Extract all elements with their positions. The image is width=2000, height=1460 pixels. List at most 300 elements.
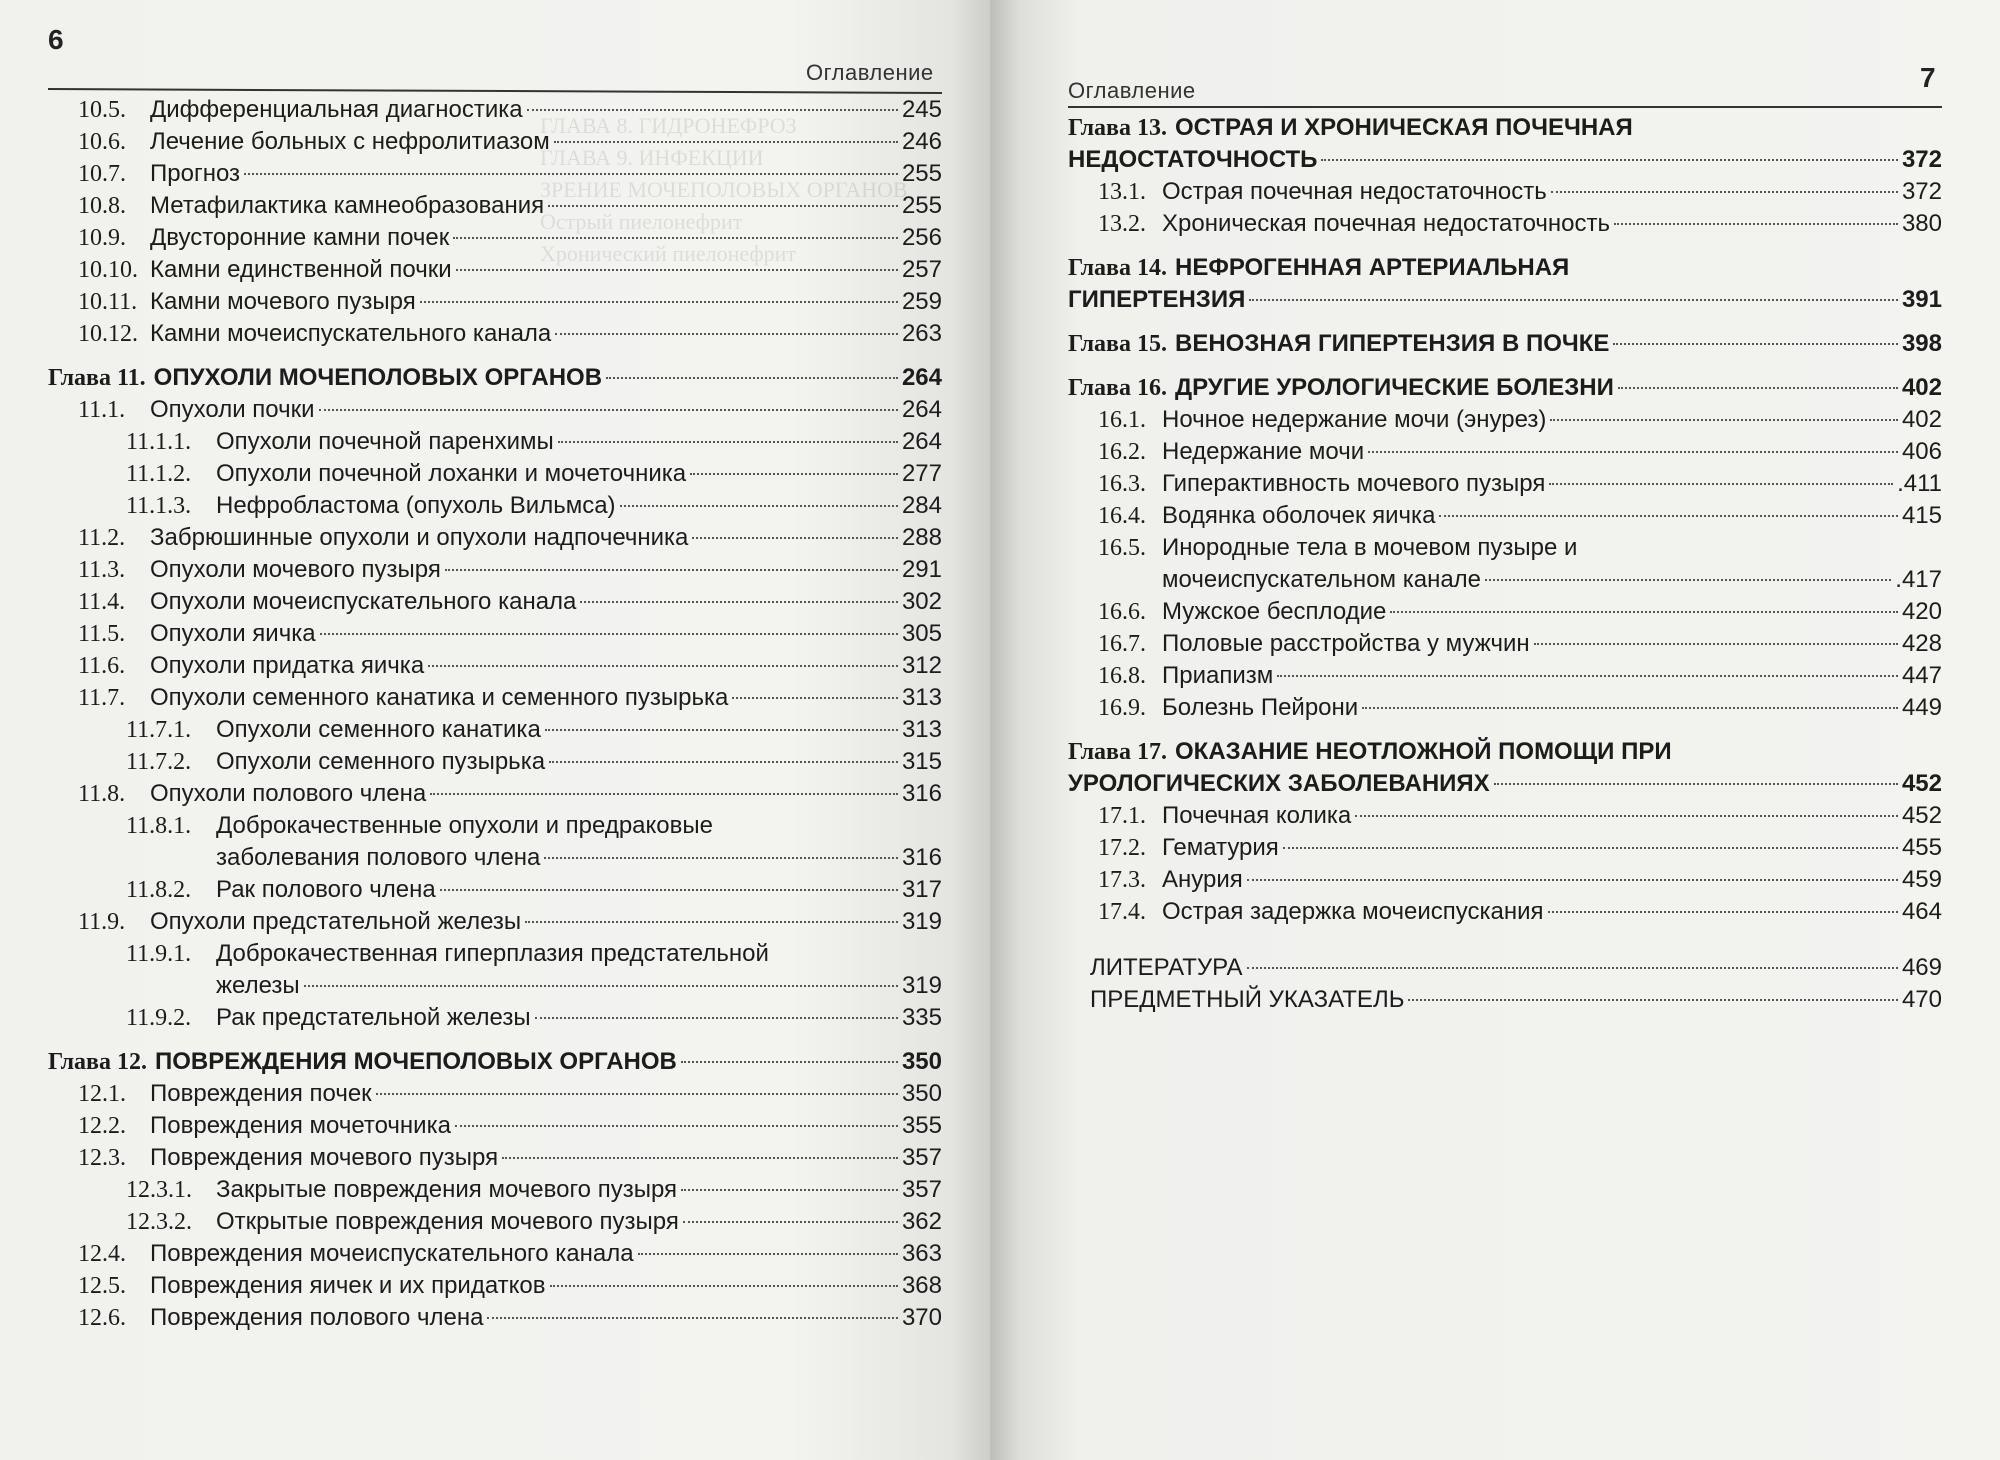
dot-leader — [1613, 343, 1898, 345]
toc-line — [48, 394, 942, 426]
toc-entry — [48, 1206, 942, 1238]
dot-leader — [1408, 999, 1898, 1001]
toc-entry — [48, 938, 942, 1002]
dot-leader — [1485, 579, 1891, 581]
toc-entry — [1068, 468, 1942, 500]
dot-leader — [1321, 159, 1898, 161]
page-ref: 402 — [1901, 406, 1942, 433]
section-title: Опухоли семенного канатика и семенного пузырька — [150, 684, 729, 711]
chapter-number: Глава 12. — [48, 1049, 147, 1075]
section-number: 11.1.2. — [126, 461, 192, 487]
toc-entry — [48, 254, 942, 286]
dot-leader — [456, 269, 898, 271]
dot-leader — [440, 889, 898, 891]
page-ref: 255 — [901, 192, 942, 219]
toc-line — [48, 938, 942, 970]
toc-entry — [1068, 800, 1942, 832]
toc-line — [1068, 596, 1942, 628]
section-number: 11.8.2. — [126, 877, 192, 903]
dot-leader — [445, 569, 898, 571]
dot-leader — [244, 173, 898, 175]
page-ref: 316 — [901, 844, 942, 871]
page-ref: 305 — [901, 620, 942, 647]
section-title: Повреждения яичек и их придатков — [150, 1272, 546, 1299]
toc-entry — [1068, 596, 1942, 628]
toc-line — [48, 286, 942, 318]
page-ref: 447 — [1901, 662, 1942, 689]
page-ref: 357 — [901, 1144, 942, 1171]
toc-entry — [48, 906, 942, 938]
section-number: 16.4. — [1098, 503, 1146, 529]
toc-line — [48, 94, 942, 126]
dot-leader — [545, 729, 898, 731]
dot-leader — [430, 793, 898, 795]
dot-leader — [319, 409, 898, 411]
toc-entry — [48, 1110, 942, 1142]
toc-line — [48, 906, 942, 938]
header-rule — [1068, 106, 1942, 108]
section-title: Болезнь Пейрони — [1162, 694, 1359, 721]
section-title: Недержание мочи — [1162, 438, 1365, 465]
section-title: Опухоли яичка — [150, 620, 316, 647]
section-title: Нефробластома (опухоль Вильмса) — [216, 492, 616, 519]
page-ref: 464 — [1901, 898, 1942, 925]
toc-entry — [1068, 692, 1942, 724]
section-number: 12.2. — [78, 1113, 126, 1139]
toc-line — [48, 1302, 942, 1334]
toc-line — [48, 1270, 942, 1302]
toc-entry — [48, 618, 942, 650]
section-title: Опухоли семенного канатика — [216, 716, 541, 743]
page-ref: 449 — [1901, 694, 1942, 721]
toc-entry — [48, 778, 942, 810]
section-title: Водянка оболочек яичка — [1162, 502, 1436, 529]
toc-line — [1068, 372, 1942, 404]
running-head: Оглавление — [1068, 78, 1196, 103]
dot-leader — [690, 473, 898, 475]
section-number: 10.9. — [78, 225, 126, 251]
toc-entry — [48, 874, 942, 906]
toc-line — [1068, 864, 1942, 896]
chapter-number: Глава 16. — [1068, 375, 1167, 401]
chapter-title: ДРУГИЕ УРОЛОГИЧЕСКИЕ БОЛЕЗНИ — [1175, 374, 1614, 401]
toc-entry — [1068, 436, 1942, 468]
dot-leader — [1355, 815, 1898, 817]
section-title: Гиперактивность мочевого пузыря — [1162, 470, 1546, 497]
section-number: 12.4. — [78, 1241, 126, 1267]
section-number: 12.3.1. — [126, 1177, 192, 1203]
toc-entry — [48, 458, 942, 490]
page-ref: 368 — [901, 1272, 942, 1299]
toc-line — [1068, 660, 1942, 692]
toc-line — [1068, 176, 1942, 208]
dot-leader — [535, 1017, 898, 1019]
section-number: 16.9. — [1098, 695, 1146, 721]
page-ref: 415 — [1901, 502, 1942, 529]
dot-leader — [550, 1285, 898, 1287]
toc-line — [48, 650, 942, 682]
section-number: 12.6. — [78, 1305, 126, 1331]
section-title: Опухоли почки — [150, 396, 315, 423]
toc-line — [48, 1110, 942, 1142]
toc-line — [48, 318, 942, 350]
section-title: Двусторонние камни почек — [150, 224, 450, 251]
toc-line — [48, 554, 942, 586]
dot-leader — [580, 601, 898, 603]
section-number: 17.1. — [1098, 803, 1146, 829]
page-ref: 302 — [901, 588, 942, 615]
dot-leader — [681, 1189, 898, 1191]
page-ref: 313 — [901, 684, 942, 711]
page-ref: 263 — [901, 320, 942, 347]
page-ref: 402 — [1901, 374, 1942, 401]
section-title: Ночное недержание мочи (энурез) — [1162, 406, 1547, 433]
toc-line — [1068, 112, 1942, 144]
page-ref: 459 — [1901, 866, 1942, 893]
toc-entry — [48, 554, 942, 586]
page-ref: 428 — [1901, 630, 1942, 657]
section-title: Опухоли придатка яичка — [150, 652, 425, 679]
dot-leader — [420, 301, 898, 303]
dot-leader — [1534, 643, 1898, 645]
dot-leader — [1550, 419, 1898, 421]
section-number: 16.5. — [1098, 535, 1146, 561]
page-ref: 370 — [901, 1304, 942, 1331]
toc-back-matter-entry — [1068, 984, 1942, 1016]
toc-line — [1068, 800, 1942, 832]
page-ref: 470 — [1901, 986, 1942, 1013]
toc-entry — [48, 1142, 942, 1174]
chapter-title-continued: УРОЛОГИЧЕСКИХ ЗАБОЛЕВАНИЯХ — [1068, 770, 1490, 797]
section-title: ЛИТЕРАТУРА — [1090, 954, 1243, 981]
page-ref: 357 — [901, 1176, 942, 1203]
section-title: Гематурия — [1162, 834, 1279, 861]
dot-leader — [683, 1221, 898, 1223]
page-ref: 291 — [901, 556, 942, 583]
section-number: 12.3.2. — [126, 1209, 192, 1235]
chapter-title: ВЕНОЗНАЯ ГИПЕРТЕНЗИЯ В ПОЧКЕ — [1175, 330, 1610, 357]
toc-line — [48, 1206, 942, 1238]
toc-chapter-entry — [48, 362, 942, 394]
toc-entry — [48, 682, 942, 714]
toc-line — [1068, 144, 1942, 176]
toc-line — [48, 190, 942, 222]
dot-leader — [487, 1317, 897, 1319]
toc-line — [48, 126, 942, 158]
dot-leader — [525, 921, 898, 923]
chapter-title-continued: ГИПЕРТЕНЗИЯ — [1068, 286, 1246, 313]
section-number: 11.8.1. — [126, 813, 192, 839]
toc-entry — [1068, 832, 1942, 864]
section-title: Анурия — [1162, 866, 1243, 893]
toc-chapter-entry — [1068, 372, 1942, 404]
toc-chapter-entry — [1068, 736, 1942, 800]
page-ref: 264 — [901, 396, 942, 423]
toc-entry — [48, 286, 942, 318]
toc-line — [1068, 768, 1942, 800]
section-title: Камни мочеиспускательного канала — [150, 320, 552, 347]
section-title: Опухоли предстательной железы — [150, 908, 522, 935]
toc-line — [48, 1002, 942, 1034]
chapter-title: ОПУХОЛИ МОЧЕПОЛОВЫХ ОРГАНОВ — [153, 364, 603, 391]
page-ref: 264 — [901, 364, 942, 391]
section-number: 11.1.3. — [126, 493, 192, 519]
toc-line — [1068, 252, 1942, 284]
section-number: 16.3. — [1098, 471, 1146, 497]
dot-leader — [320, 633, 898, 635]
chapter-title: НЕФРОГЕННАЯ АРТЕРИАЛЬНАЯ — [1175, 254, 1570, 281]
chapter-number: Глава 13. — [1068, 115, 1167, 141]
section-title: Мужское бесплодие — [1162, 598, 1387, 625]
section-number: 17.2. — [1098, 835, 1146, 861]
toc-chapter-entry — [48, 1046, 942, 1078]
page-ref: 277 — [901, 460, 942, 487]
toc-line — [1068, 692, 1942, 724]
section-number: 11.5. — [78, 621, 126, 647]
page-ref: 257 — [901, 256, 942, 283]
toc-entry — [1068, 896, 1942, 928]
toc-line — [1068, 500, 1942, 532]
page-ref: 264 — [901, 428, 942, 455]
section-number: 11.9.1. — [126, 941, 192, 967]
toc-entry — [48, 1302, 942, 1334]
toc-line — [48, 490, 942, 522]
section-number: 11.1.1. — [126, 429, 192, 455]
page-ref: 316 — [901, 780, 942, 807]
toc-entry — [48, 426, 942, 458]
toc-entry — [1068, 176, 1942, 208]
section-title: Приапизм — [1162, 662, 1274, 689]
toc-chapter-entry — [1068, 328, 1942, 360]
section-number: 16.8. — [1098, 663, 1146, 689]
chapter-number: Глава 11. — [48, 365, 146, 391]
section-number: 12.1. — [78, 1081, 126, 1107]
chapter-title: ПОВРЕЖДЕНИЯ МОЧЕПОЛОВЫХ ОРГАНОВ — [155, 1048, 677, 1075]
section-title: Повреждения почек — [150, 1080, 372, 1107]
page-ref: 350 — [901, 1080, 942, 1107]
toc-entry — [1068, 532, 1942, 596]
toc-line — [1068, 284, 1942, 316]
section-number: 11.8. — [78, 781, 126, 807]
dot-leader — [548, 205, 898, 207]
toc-line — [48, 426, 942, 458]
dot-leader — [1494, 783, 1898, 785]
section-number: 16.6. — [1098, 599, 1146, 625]
section-number: 16.1. — [1098, 407, 1146, 433]
section-number: 12.5. — [78, 1273, 126, 1299]
dot-leader — [1247, 879, 1898, 881]
page-ref: 380 — [1901, 210, 1942, 237]
show-through-text: ГЛАВА 8. ГИДРОНЕФРОЗ ГЛАВА 9. ИНФЕКЦИИ ЗРЕНИЕ МОЧЕПОЛОВЫХ ОРГАНОВ Острый пиелонефрит Хронический пиелонефрит — [540, 113, 908, 266]
page-ref: 335 — [901, 1004, 942, 1031]
toc-entry — [48, 190, 942, 222]
page-ref: 455 — [1901, 834, 1942, 861]
toc-entry — [48, 1238, 942, 1270]
toc-line — [48, 778, 942, 810]
toc-entry — [48, 1002, 942, 1034]
toc-line — [48, 1046, 942, 1078]
toc-line — [48, 458, 942, 490]
section-title: Опухоли семенного пузырька — [216, 748, 546, 775]
section-title: Опухоли почечной паренхимы — [216, 428, 554, 455]
section-number: 10.5. — [78, 97, 126, 123]
toc-entry — [48, 522, 942, 554]
section-number: 11.2. — [78, 525, 126, 551]
section-title: Дифференциальная диагностика — [150, 96, 523, 123]
section-title: Повреждения полового члена — [150, 1304, 484, 1331]
section-title: Повреждения мочеточника — [150, 1112, 451, 1139]
dot-leader — [428, 665, 898, 667]
dot-leader — [555, 333, 898, 335]
dot-leader — [554, 141, 898, 143]
dot-leader — [1390, 611, 1898, 613]
toc-line — [1068, 736, 1942, 768]
toc-entry — [1068, 660, 1942, 692]
section-number: 11.6. — [78, 653, 126, 679]
section-number: 10.8. — [78, 193, 126, 219]
section-title: Опухоли почечной лоханки и мочеточника — [216, 460, 687, 487]
toc-line — [1068, 404, 1942, 436]
section-title: Повреждения мочевого пузыря — [150, 1144, 499, 1171]
section-number: 11.9. — [78, 909, 126, 935]
page-ref: 284 — [901, 492, 942, 519]
section-title: Острая почечная недостаточность — [1162, 178, 1547, 205]
page-number: 7 — [1920, 62, 1936, 93]
section-number: 10.6. — [78, 129, 126, 155]
toc-entry — [48, 1174, 942, 1206]
toc-line — [48, 522, 942, 554]
dot-leader — [606, 377, 898, 379]
dot-leader — [1283, 847, 1898, 849]
toc-entry — [48, 318, 942, 350]
section-title: Открытые повреждения мочевого пузыря — [216, 1208, 679, 1235]
section-number: 17.3. — [1098, 867, 1146, 893]
dot-leader — [453, 237, 898, 239]
dot-leader — [1362, 707, 1898, 709]
toc-line — [48, 362, 942, 394]
toc-line — [48, 714, 942, 746]
section-title-continued: железы — [216, 972, 300, 999]
dot-leader — [544, 857, 898, 859]
page-ref: 315 — [901, 748, 942, 775]
toc-line — [48, 874, 942, 906]
section-number: 11.4. — [78, 589, 126, 615]
toc-line — [48, 618, 942, 650]
dot-leader — [1249, 299, 1898, 301]
chapter-title-continued: НЕДОСТАТОЧНОСТЬ — [1068, 146, 1318, 173]
toc-line — [48, 810, 942, 842]
toc-entry — [48, 746, 942, 778]
section-number: 11.7.1. — [126, 717, 192, 743]
section-title: Рак предстательной железы — [216, 1004, 531, 1031]
toc-line — [48, 254, 942, 286]
section-title: Забрюшинные опухоли и опухоли надпочечника — [150, 524, 689, 551]
dot-leader — [732, 697, 898, 699]
page-ref: 255 — [901, 160, 942, 187]
dot-leader — [455, 1125, 898, 1127]
section-number: 11.1. — [78, 397, 126, 423]
toc-line — [48, 970, 942, 1002]
toc-line — [1068, 532, 1942, 564]
toc-line — [48, 1142, 942, 1174]
page-ref: 350 — [901, 1048, 942, 1075]
page-ref: 362 — [901, 1208, 942, 1235]
page-ref: 452 — [1901, 770, 1942, 797]
page-ref: 372 — [1901, 178, 1942, 205]
toc-line — [1068, 208, 1942, 240]
page-ref: 313 — [901, 716, 942, 743]
toc-line — [1068, 984, 1942, 1016]
right-page — [990, 0, 2000, 1460]
section-title: Камни единственной почки — [150, 256, 452, 283]
section-number: 17.4. — [1098, 899, 1146, 925]
toc-line — [48, 586, 942, 618]
dot-leader — [1247, 967, 1898, 969]
section-number: 10.11. — [78, 289, 138, 315]
toc-line — [48, 746, 942, 778]
dot-leader — [1551, 191, 1898, 193]
running-head: Оглавление — [806, 60, 934, 85]
toc-entry — [48, 586, 942, 618]
toc-entry — [48, 222, 942, 254]
toc-line — [1068, 832, 1942, 864]
section-title: Доброкачественные опухоли и предраковые — [216, 812, 713, 839]
section-title: Доброкачественная гиперплазия предстательной — [216, 940, 769, 967]
toc-entry — [1068, 208, 1942, 240]
toc-line — [48, 1078, 942, 1110]
dot-leader — [1548, 911, 1898, 913]
section-title: Закрытые повреждения мочевого пузыря — [216, 1176, 678, 1203]
section-title: Повреждения мочеиспускательного канала — [150, 1240, 634, 1267]
chapter-title: ОСТРАЯ И ХРОНИЧЕСКАЯ ПОЧЕЧНАЯ — [1175, 114, 1633, 141]
section-number: 13.2. — [1098, 211, 1146, 237]
section-title: Опухоли мочеиспускательного канала — [150, 588, 577, 615]
section-title: Опухоли мочевого пузыря — [150, 556, 441, 583]
toc-chapter-entry — [1068, 112, 1942, 176]
toc-left — [48, 94, 942, 1334]
section-number: 11.3. — [78, 557, 126, 583]
dot-leader — [1549, 483, 1893, 485]
chapter-title: ОКАЗАНИЕ НЕОТЛОЖНОЙ ПОМОЩИ ПРИ — [1175, 738, 1672, 765]
page-ref: .417 — [1895, 566, 1942, 593]
toc-entry — [48, 1270, 942, 1302]
page-ref: 406 — [1901, 438, 1942, 465]
toc-line — [1068, 896, 1942, 928]
page-ref: 391 — [1901, 286, 1942, 313]
page-ref: .411 — [1897, 470, 1942, 497]
section-title: Лечение больных с нефролитиазом — [150, 128, 550, 155]
dot-leader — [1368, 451, 1898, 453]
toc-entry — [48, 158, 942, 190]
section-number: 12.3. — [78, 1145, 126, 1171]
toc-line — [1068, 328, 1942, 360]
section-title-continued: мочеиспускательном канале — [1162, 566, 1482, 593]
section-number: 16.2. — [1098, 439, 1146, 465]
page-ref: 256 — [901, 224, 942, 251]
section-title: Прогноз — [150, 160, 241, 187]
section-title: Камни мочевого пузыря — [150, 288, 416, 315]
dot-leader — [681, 1061, 898, 1063]
section-number: 10.10. — [78, 257, 138, 283]
section-number: 13.1. — [1098, 179, 1146, 205]
toc-back-matter-entry — [1068, 952, 1942, 984]
dot-leader — [1439, 515, 1898, 517]
page-ref: 259 — [901, 288, 942, 315]
page-ref: 469 — [1901, 954, 1942, 981]
toc-entry — [1068, 500, 1942, 532]
dot-leader — [620, 505, 898, 507]
section-title: Инородные тела в мочевом пузыре и — [1162, 534, 1578, 561]
